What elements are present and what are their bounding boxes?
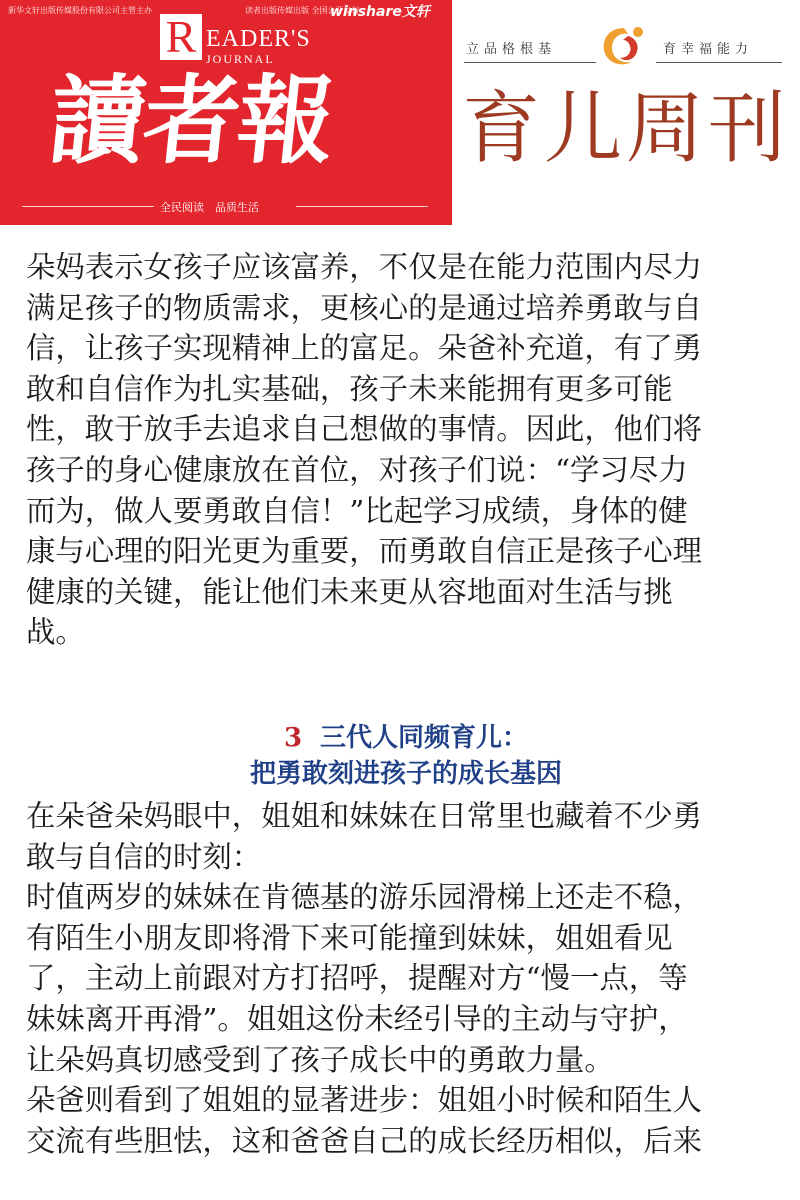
tagline-left: 立品格根基 xyxy=(466,42,557,57)
winshare-logo: winshare文轩 xyxy=(330,4,430,20)
text-line: 敢与自信的时刻： xyxy=(26,839,262,874)
supplement-title: 育儿周刊 xyxy=(462,84,791,174)
text-line: 了，主动上前跟对方打招呼，提醒对方“慢一点，等 xyxy=(26,961,688,996)
article-paragraph xyxy=(26,1080,786,1161)
text-line: 让朵妈真切感受到了孩子成长中的勇敢力量。 xyxy=(26,1042,614,1077)
text-line: 孩子的身心健康放在首位，对孩子们说：“学习尽力 xyxy=(26,452,688,487)
text-line: 交流有些胆怯，这和爸爸自己的成长经历相似，后来 xyxy=(26,1123,702,1158)
tagline-right: 育幸福能力 xyxy=(663,42,754,57)
text-line: 满足孩子的物质需求，更核心的是通过培养勇敢与自 xyxy=(26,290,702,325)
text-line: 有陌生小朋友即将滑下来可能撞到妹妹，姐姐看见 xyxy=(26,920,673,955)
text-line: 时值两岁的妹妹在肯德基的游乐园滑梯上还走不稳， xyxy=(26,880,702,915)
text-line: 战。 xyxy=(26,615,85,650)
text-line: 妹妹离开再滑”。姐姐这份未经引导的主动与守护， xyxy=(26,1001,688,1036)
publisher-note: 新华文轩出版传媒股份有限公司主管主办 xyxy=(8,6,152,15)
section-title-line-1: 三代人同频育儿： xyxy=(320,722,529,753)
section-title-line-2: 把勇敢刻进孩子的成长基因 xyxy=(249,758,562,789)
readers-journal-logo-r: R xyxy=(160,14,202,60)
section-heading xyxy=(26,720,786,792)
text-line: 敢和自信作为扎实基础，孩子未来能拥有更多可能 xyxy=(26,371,673,406)
text-line: 朵爸则看到了姐姐的显著进步：姐姐小时候和陌生人 xyxy=(26,1083,702,1118)
readers-journal-logo-subtext: JOURNAL xyxy=(206,52,275,66)
text-line: 性，敢于放手去追求自己想做的事情。因此，他们将 xyxy=(26,412,702,447)
tagline-divider-left xyxy=(464,62,596,63)
readers-journal-logo-text: EADER'S xyxy=(206,26,311,52)
text-line: 信，让孩子实现精神上的富足。朵爸补充道，有了勇 xyxy=(26,331,702,366)
readers-journal-banner xyxy=(0,0,452,225)
sun-swirl-logo-icon xyxy=(598,22,650,70)
article-paragraph xyxy=(26,796,786,877)
article-paragraph xyxy=(26,877,786,1080)
newspaper-slogan: 全民阅读 品质生活 xyxy=(160,201,259,214)
masthead xyxy=(0,0,800,225)
text-line: 而为，做人要勇敢自信！”比起学习成绩，身体的健 xyxy=(26,493,688,528)
article-body xyxy=(26,247,786,1161)
distribution-note: 读者出版传媒出版 全国公开发行 xyxy=(245,6,360,15)
text-line: 朵妈表示女孩子应该富养，不仅是在能力范围内尽力 xyxy=(26,250,702,284)
section-content xyxy=(26,796,786,1161)
article-paragraph xyxy=(26,247,786,653)
text-line: 健康的关键，能让他们未来更从容地面对生活与挑 xyxy=(26,574,673,609)
text-line: 康与心理的阳光更为重要，而勇敢自信正是孩子心理 xyxy=(26,534,702,569)
slogan-divider-left xyxy=(22,206,154,207)
tagline-divider-right xyxy=(656,62,782,63)
newspaper-name: 讀者報 xyxy=(44,64,338,177)
section-number: 3 xyxy=(283,722,303,753)
text-line: 在朵爸朵妈眼中，姐姐和妹妹在日常里也藏着不少勇 xyxy=(26,798,702,833)
slogan-divider-right xyxy=(296,206,428,207)
